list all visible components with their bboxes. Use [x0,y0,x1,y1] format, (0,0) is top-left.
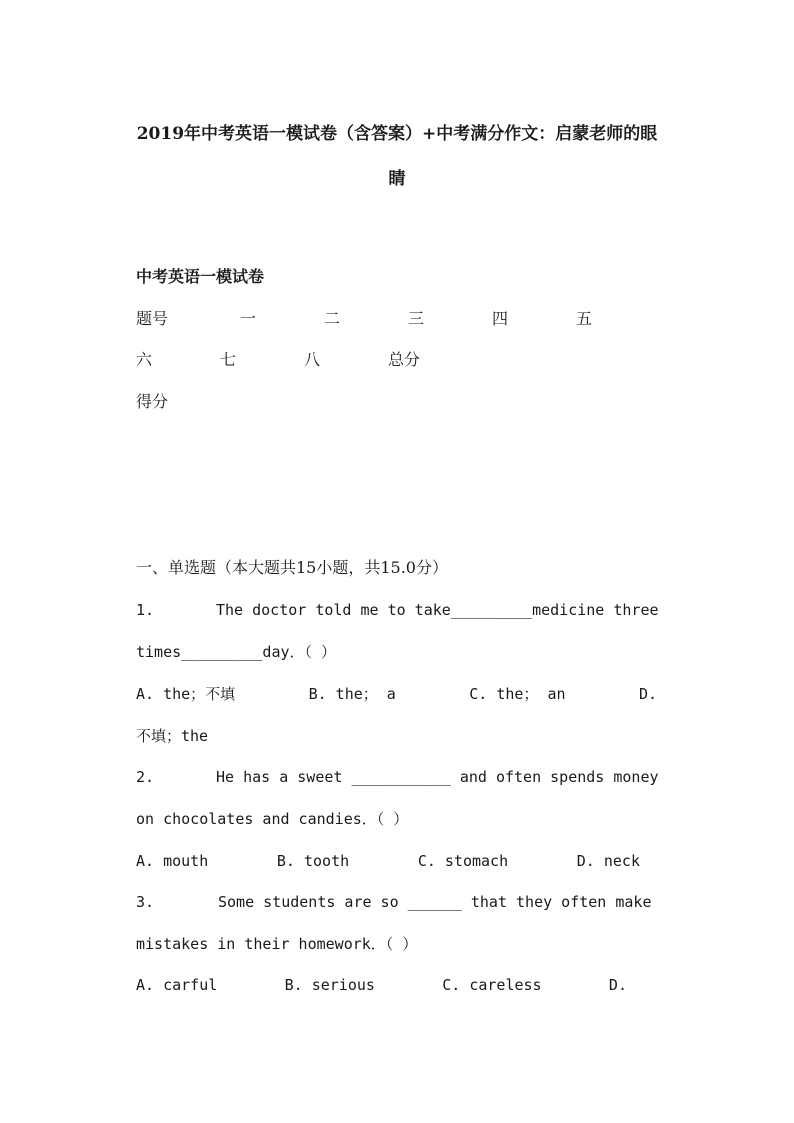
question-text-continued: times_________day．（ ） [136,643,337,661]
document-title-line2: 睛 [388,169,406,189]
score-table-cell: 二 [324,309,341,328]
option-d: D. [608,976,627,994]
question-number: 2. [136,768,155,786]
option-a: A. carful [136,976,218,994]
options-row [136,851,640,871]
score-table-cell: 一 [240,309,257,328]
question-text-continued: mistakes in their homework．（ ） [136,935,418,953]
option-b: B. serious [284,976,375,994]
score-table-cell: 七 [220,350,237,369]
score-table-cell: 得分 [136,392,169,411]
score-table-cell: 题号 [136,309,169,328]
option-d: D. [638,685,657,703]
option-d-text: 不填；the [136,727,209,745]
options-row [136,975,627,995]
question-text: Some students are so ______ that they often make [218,893,652,911]
option-b: B. the； a [308,685,396,703]
score-table-cell: 五 [576,309,593,328]
option-c: C. stomach [417,852,509,870]
score-table-cell: 三 [408,309,425,328]
exam-heading: 中考英语一模试卷 [136,267,265,286]
question-number: 3. [136,893,155,911]
score-table-cell: 八 [304,350,321,369]
question-text: He has a sweet ___________ and often spends money [216,768,659,786]
question-text: The doctor told me to take_________medicine three [216,601,659,619]
option-c: C. careless [442,976,542,994]
score-table-cell: 六 [136,350,153,369]
option-b: B. tooth [276,852,350,870]
question-text-continued: on chocolates and candies．（ ） [136,810,409,828]
score-table-cell: 总分 [388,350,421,369]
option-a: A. the；不填 [136,685,236,703]
options-row [136,684,657,704]
option-c: C. the； an [469,685,566,703]
option-d: D. neck [576,852,640,870]
score-table-cell: 四 [492,309,509,328]
section-heading: 一、单选题（本大题共15小题，共15.0分） [136,558,448,577]
document-title-line1: 2019年中考英语一模试卷（含答案）+中考满分作文：启蒙老师的眼 [136,124,658,144]
question-number: 1. [136,601,155,619]
option-a: A. mouth [136,852,209,870]
